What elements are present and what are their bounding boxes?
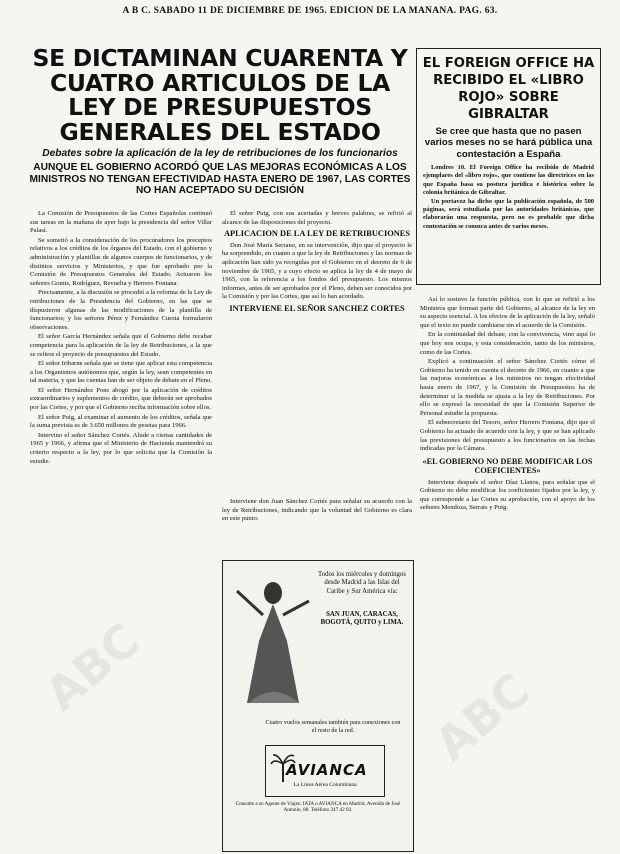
watermark-stamp: ABC: [424, 662, 540, 772]
article-column-2-continued: [222, 498, 412, 538]
col2b-paragraph: Interviene don Juan Sánchez Cortés para señalar su acuerdo con la ley de Retribuciones, indicando que la voluntad del Gobierno es clara en este punto.: [222, 498, 412, 523]
subhead-line-2: AUNQUE EL GOBIERNO ACORDÓ QUE LAS MEJORAS ECONÓMICAS A LOS MINISTROS NO TENGAN EFECTIVIDAD HASTA ENERO DE 1967, LAS CORTES NO HAN ACEPTADO SU DECISIÓN: [29, 161, 411, 197]
col1-paragraph: El señor Puig, al examinar el aumento de los créditos, señala que la suma prevista es de 3.650 millones de pesetas para 1966.: [30, 413, 212, 430]
sidebar-subtitle: Se cree que hasta que no pasen varios meses no se hará pública una contestación a España: [424, 126, 593, 160]
avianca-advertisement: [222, 560, 414, 852]
col1-paragraph: El señor Hernández Pons abogó por la aplicación de créditos extraordinarios y suplementos de crédito, que deberán ser aprobados por las Cortes, y por que el Gobierno reciba información sobre ellos.: [30, 386, 212, 412]
col1-paragraph: Precisamente, a la discusión se procedió a la reforma de la Ley de retribuciones de la Presidencia del Gobierno, en las que se dispusieron algunas de las modificaciones de la plantilla de funcionarios; y los señores Pérez y Fernández Cuesta formularon observaciones.: [30, 289, 212, 331]
article-column-3: [420, 296, 595, 846]
col1-paragraph: Intervino el señor Sánchez Cortés. Alude a ciertas cantidades de 1965 y 1966, y afirma que el Ministerio de Hacienda mantendrá su criterio respecto a la ley, por lo que solicita que la Comisión la estudie.: [30, 431, 212, 465]
col3-paragraph: Explicó a continuación el señor Sánchez Cortés cómo el Gobierno ha tenido en cuenta el decreto de 1966, en cuanto a que las mejoras económicas a los ministros no tengan efectividad hasta enero de 1967, y la Comisión de Presupuestos ha de determinar si la medida se ajusta a la ley de Retribuciones. Por ello se expresó la necesidad de que la Comisión Superior de Personal estudie la propuesta.: [420, 358, 595, 417]
section-heading-retribuciones: APLICACION DE LA LEY DE RETRIBUCIONES: [223, 229, 411, 239]
col1-paragraph: La Comisión de Presupuestos de las Cortes Españolas continuó sus tareas en la mañana de ayer bajo la presidencia del señor Villar Palasí.: [30, 210, 212, 235]
col1-paragraph: Se sometió a la consideración de los procuradores los preceptos relativos a los créditos de los órganos del Estado, con el gobierno y administración y plantillas de algunos cuerpos de funcionarios, y de distintos servicios y Ministerios, y que fue aprobado por la Comisión de Presupuestos Generales del Estado. Actuaron los señores Gomis, Rodríguez, Revuelta y Herrero Fontana.: [30, 236, 212, 287]
col2-paragraph: Don José María Serrano, en su intervención, dijo que el proyecto le ha sorprendido, en cuanto a que la ley de Retribuciones y las normas de aplicación han sido ya recogidas por el Gobierno en el decreto de 6 de noviembre de 1965, y a cuyo efecto se aplica la ley de 4 de mayo de 1965, con la referencia a los fondos del presupuesto. Los mismos informes, antes de ser aprobados por el Pleno, deben ser conocidos por la Comisión y por las Cortes, que así lo han acordado.: [222, 241, 412, 301]
ad-text: Todos los miércoles y domingos desde Madrid a las Islas del Caribe y Sur América vía:: [318, 571, 406, 595]
main-headline: SE DICTAMINAN CUARENTA Y CUATRO ARTICULOS DE LA LEY DE PRESUPUESTOS GENERALES DEL ESTADO: [32, 44, 408, 146]
col3-paragraph: Interviene después el señor Díaz Llanos, para señalar que el Gobierno no debe modificar los coeficientes fijados por la ley, y que corresponde a las Cortes su aprobación, con el apoyo de los señores Mendoza, Serrats y Puig.: [420, 478, 595, 512]
dancer-illustration: [229, 571, 317, 711]
avianca-logo: [265, 745, 385, 797]
gibraltar-sidebar-box: [416, 48, 601, 285]
section-heading-sanchez-cortes: INTERVIENE EL SEÑOR SANCHEZ CORTES: [229, 303, 405, 313]
col1-paragraph: El señor García Hernández señala que el Gobierno debe recabar competencia para la aplicación de la ley de Retribuciones, a la que se refiere el proyecto de presupuestos del Estado.: [30, 333, 212, 358]
page-header: A B C. SABADO 11 DE DICIEMBRE DE 1965. EDICION DE LA MAÑANA. PAG. 63.: [122, 6, 498, 16]
col1-paragraph: El señor Iribarne señala que se tiene que aplicar esta competencia a los Organismos autónomos que, según la ley, sean competentes en tal materia, y que las cuentas han de ser objeto de debate en el Pleno.: [30, 360, 212, 385]
watermark-stamp: ABC: [34, 612, 150, 722]
sidebar-body: [423, 164, 594, 231]
col2-lead: El señor Puig, con sus acertadas y breves palabras, se refirió al alcance de las disposiciones del proyecto.: [222, 210, 412, 226]
logo-tagline: La Línea Aérea Colombiana: [293, 782, 357, 788]
sidebar-paragraph: Un portavoz ha dicho que la publicación española, de 500 páginas, será estudiada por las autoridades británicas, que elaborarán una respuesta, pero no es probable que dicha contestación se conozca antes de varios meses.: [423, 198, 594, 230]
ad-cities: SAN JUAN, CARACAS, BOGOTÁ, QUITO y LIMA.: [320, 611, 404, 627]
col3-paragraph: Así lo sostuvo la función pública, con lo que se refirió a los Ministros que forman parte del Gobierno, al alcance de la ley en su aspecto esencial. A los efectos de la aplicación de la ley, señaló que el texto no puede cambiarse sin el acuerdo de la Comisión.: [420, 296, 595, 329]
ad-footer: Consulte a su Agente de Viajes: IATA o AVIANCA en Madrid, Avenida de José Antonio, 88. Teléfono 247 42 03.: [235, 801, 401, 814]
article-column-2: [222, 210, 412, 492]
section-heading-coeficientes: «EL GOBIERNO NO DEBE MODIFICAR LOS COEFICIENTES»: [422, 456, 593, 476]
article-column-1: [30, 210, 212, 846]
col3-paragraph: En la continuidad del debate, con la convivencia, vino aquí lo que hoy nos ocupa, y esta consideración, tanto de los ministros, como de las Cortes.: [420, 331, 595, 356]
subhead-line-1: Debates sobre la aplicación de la ley de retribuciones de los funcionarios: [42, 148, 398, 159]
ad-caption: Cuatro vuelos semanales también para conexiones con el resto de la red.: [265, 719, 401, 734]
subheadline: [28, 148, 412, 197]
col3-paragraph: El subsecretario del Tesoro, señor Herrero Fontana, dijo que el Gobierno ha actuado de acuerdo con la ley, y que se han aplicado las previsiones del presupuesto a los funcionarios en las fechas indicadas por la Cámara.: [420, 419, 595, 453]
sidebar-title: EL FOREIGN OFFICE HA RECIBIDO EL «LIBRO ROJO» SOBRE GIBRALTAR: [422, 56, 595, 122]
logo-name: AVIANCA: [286, 761, 368, 779]
sidebar-paragraph: Londres 10. El Foreign Office ha recibido de Madrid ejemplares del «libro rojo», que contiene las directrices en las que España basa su postura jurídica e histórica sobre la colonia británica de Gibraltar.: [423, 164, 594, 196]
